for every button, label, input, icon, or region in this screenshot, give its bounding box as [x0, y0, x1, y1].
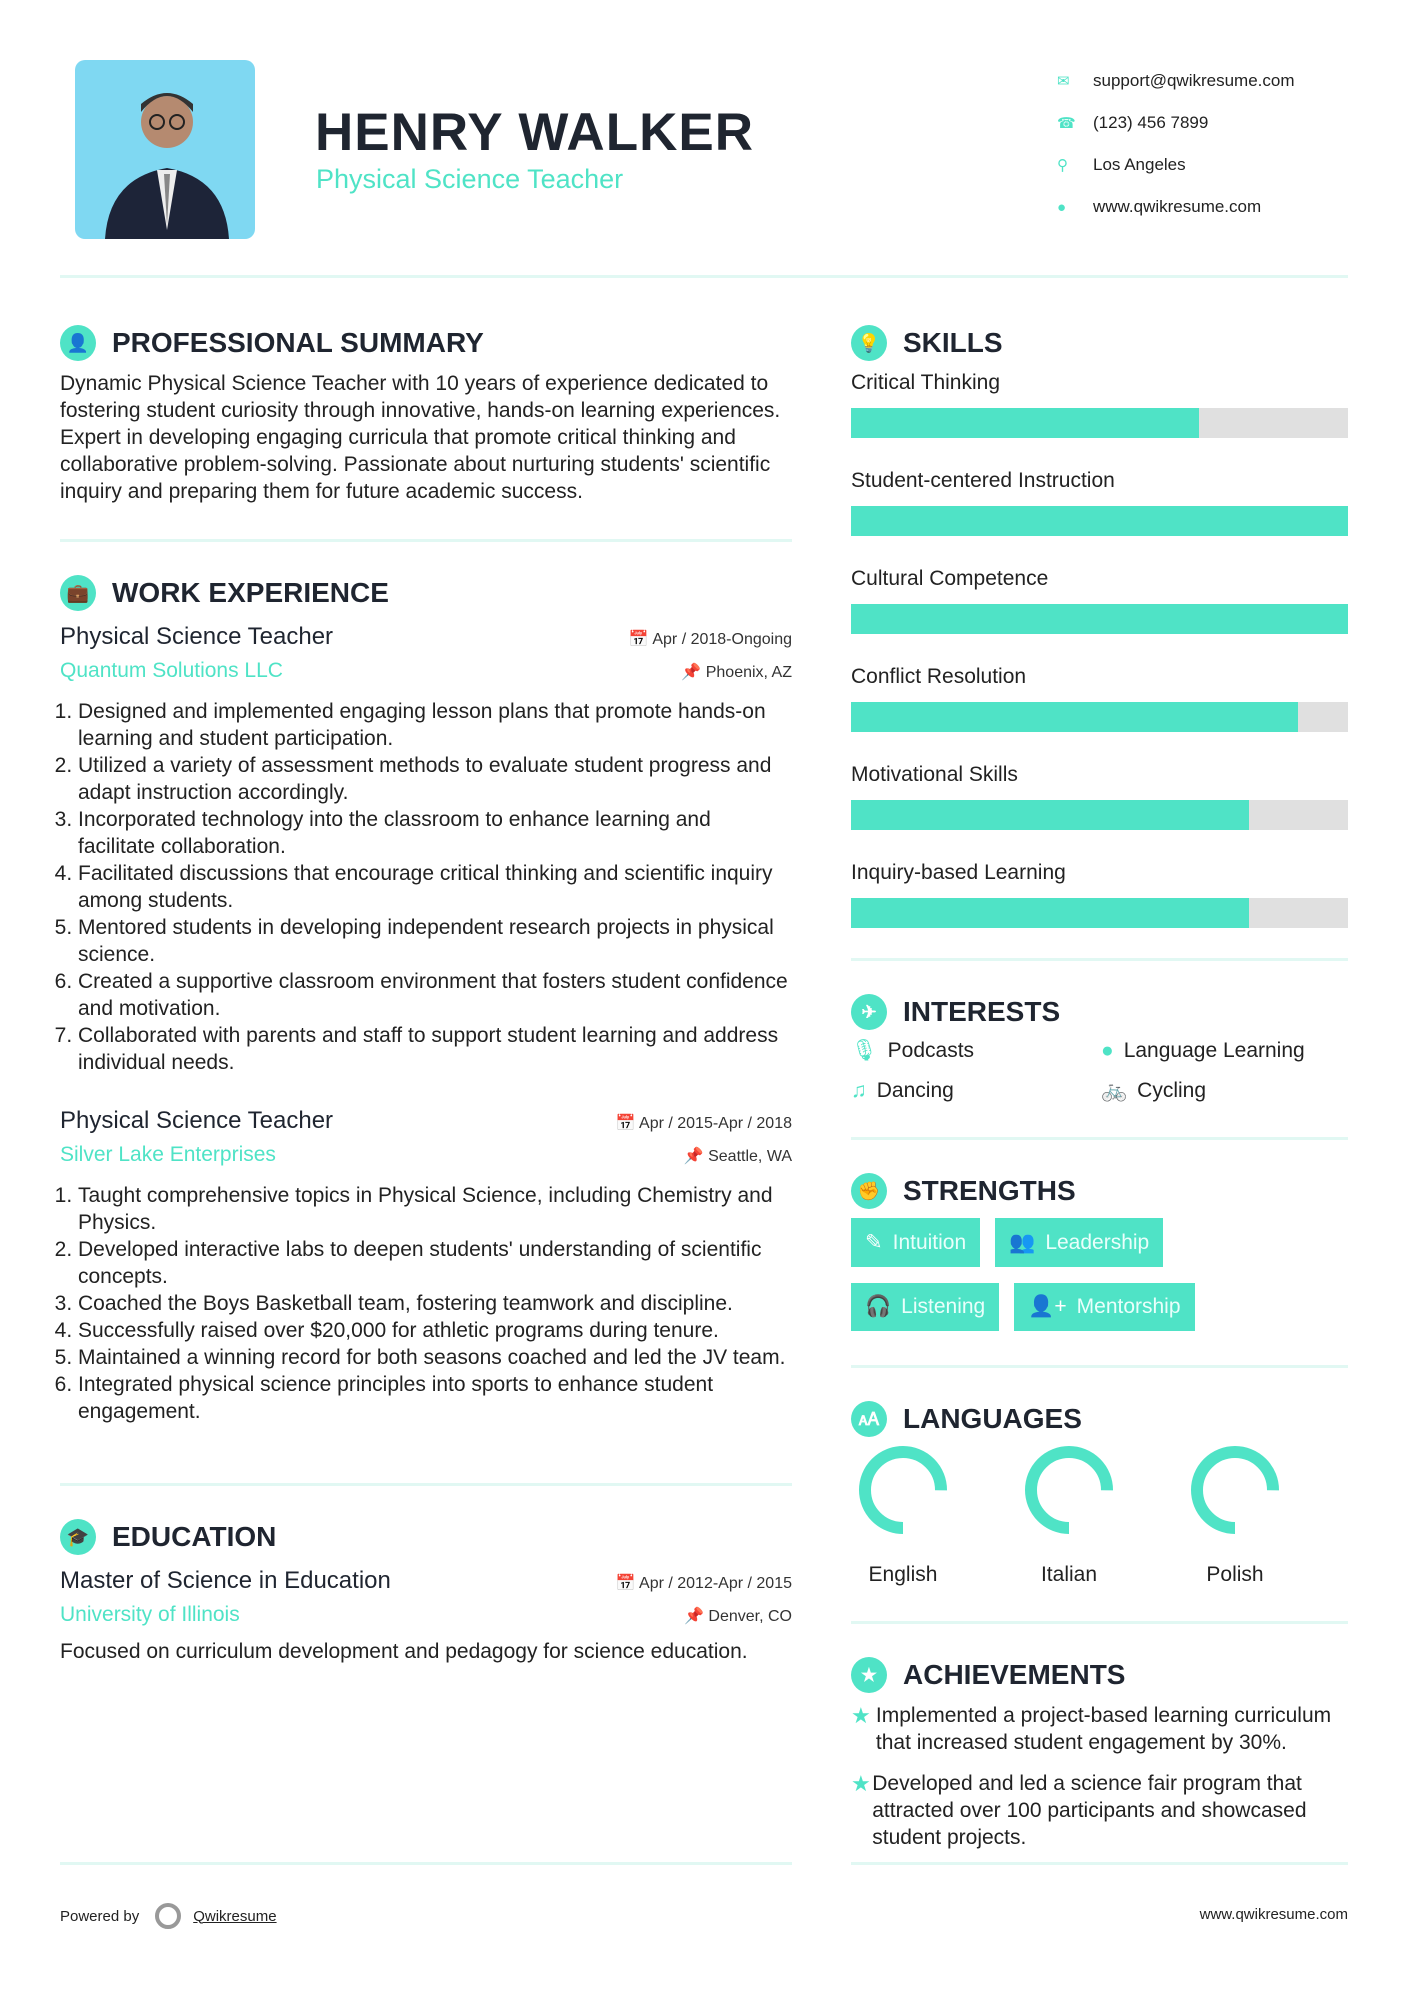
skill-bar-fill	[851, 604, 1348, 634]
skill-bar-fill	[851, 408, 1199, 438]
section-heading: SKILLS	[903, 327, 1003, 358]
star-badge-icon: ★	[851, 1657, 887, 1693]
strength-tag	[851, 1283, 999, 1331]
skill-item	[851, 860, 1348, 928]
duty-item: 3. Incorporated technology into the classroom to enhance learning and facilitate collaboration.	[78, 806, 792, 860]
website-text: www.qwikresume.com	[1093, 197, 1262, 216]
lightbulb-icon: 💡	[851, 325, 887, 361]
microphone-icon: 🎙	[851, 1039, 878, 1062]
duty-item: 6. Created a supportive classroom environment that fosters student confidence and motivation.	[78, 968, 792, 1022]
interest-label: Dancing	[876, 1079, 954, 1102]
strength-label: Intuition	[892, 1230, 967, 1254]
strength-tag	[1014, 1283, 1194, 1331]
strength-label: Mentorship	[1076, 1295, 1181, 1318]
star-icon: ★	[851, 1771, 871, 1796]
strength-tag	[995, 1218, 1163, 1267]
divider	[851, 1137, 1348, 1140]
interest-label: Podcasts	[887, 1039, 975, 1062]
bicycle-icon: 🚲	[1101, 1079, 1128, 1102]
skill-bar	[851, 898, 1348, 928]
job-location: Phoenix, AZ	[705, 664, 792, 681]
achievement-item	[851, 1702, 1348, 1756]
duty-item: 2. Utilized a variety of assessment methods to evaluate student progress and adapt instruction accordingly.	[78, 752, 792, 806]
job-company: Quantum Solutions LLC	[60, 659, 283, 682]
job-title: Physical Science Teacher	[60, 1107, 334, 1134]
music-note-icon: ♫	[851, 1079, 867, 1102]
skill-item	[851, 762, 1348, 830]
summary-text: Dynamic Physical Science Teacher with 10 years of experience dedicated to fostering student curiosity through innovative, hands-on learning experiences. Expert in developing engaging curricula that promote critical thinking and collaborative problem-solving. Passionate about nurturing students' scientific inquiry and preparing them for future academic success.	[60, 372, 781, 503]
section-heading: INTERESTS	[903, 996, 1061, 1027]
section-heading: PROFESSIONAL SUMMARY	[112, 327, 484, 358]
user-plus-icon: 👤+	[1028, 1295, 1067, 1318]
candidate-title: Physical Science Teacher	[316, 164, 624, 194]
qwikresume-logo-icon	[155, 1903, 181, 1929]
achievement-item	[851, 1770, 1348, 1851]
skill-bar	[851, 506, 1348, 536]
skill-item	[851, 566, 1348, 634]
duty-item: 1. Taught comprehensive topics in Physical Science, including Chemistry and Physics.	[78, 1182, 792, 1236]
duty-item: 7. Collaborated with parents and staff to support student learning and address individual needs.	[78, 1022, 792, 1076]
interest-item	[1101, 1039, 1351, 1063]
skill-name: Conflict Resolution	[851, 665, 1027, 688]
job-company: Silver Lake Enterprises	[60, 1143, 276, 1166]
work-experience-section	[60, 572, 792, 1425]
language-ring	[859, 1446, 947, 1534]
job-entry	[60, 620, 792, 1076]
skill-bar	[851, 702, 1348, 732]
duty-item: 6. Integrated physical science principles into sports to enhance student engagement.	[78, 1371, 792, 1425]
skill-name: Motivational Skills	[851, 763, 1018, 786]
strength-tag	[851, 1218, 980, 1267]
section-heading: ACHIEVEMENTS	[903, 1659, 1126, 1690]
language-name: Polish	[1206, 1563, 1264, 1586]
map-pin-icon: ⚲	[1057, 157, 1068, 174]
interest-label: Cycling	[1137, 1079, 1207, 1102]
skill-bar-fill	[851, 898, 1249, 928]
languages-section	[851, 1398, 1348, 1587]
location-text: Los Angeles	[1093, 155, 1186, 174]
resume-header	[60, 60, 1348, 240]
duty-item: 5. Maintained a winning record for both seasons coached and led the JV team.	[78, 1344, 792, 1371]
star-icon: ★	[851, 1703, 871, 1728]
section-heading: STRENGTHS	[903, 1175, 1076, 1206]
headphones-icon: 🎧	[865, 1295, 892, 1318]
duty-item: 1. Designed and implemented engaging lesson plans that promote hands-on learning and student participation.	[78, 698, 792, 752]
education-text: Focused on curriculum development and pedagogy for science education.	[60, 1640, 748, 1663]
pushpin-icon: 📌	[684, 1608, 709, 1625]
user-icon: 👤	[60, 325, 96, 361]
divider	[851, 1365, 1348, 1368]
phone-icon: ☎	[1057, 115, 1076, 132]
job-duties	[60, 698, 792, 1076]
briefcase-icon: 💼	[60, 575, 96, 611]
job-title: Physical Science Teacher	[60, 623, 334, 650]
job-duties	[60, 1182, 792, 1425]
education-section	[60, 1516, 792, 1665]
contact-location	[1057, 144, 1295, 186]
strength-label: Leadership	[1045, 1230, 1150, 1254]
duty-item: 3. Coached the Boys Basketball team, fostering teamwork and discipline.	[78, 1290, 792, 1317]
pushpin-icon: 📌	[683, 1148, 709, 1165]
duty-item: 4. Facilitated discussions that encourage critical thinking and scientific inquiry among students.	[78, 860, 792, 914]
powered-by-label: Powered by	[60, 1907, 140, 1925]
phone-text: (123) 456 7899	[1093, 113, 1209, 132]
contact-email[interactable]	[1057, 60, 1295, 102]
globe-icon: ●	[1057, 198, 1067, 216]
interest-item	[851, 1039, 1101, 1063]
language-item	[1025, 1446, 1113, 1587]
job-dates: Apr / 2015-Apr / 2018	[639, 1115, 792, 1132]
skill-bar	[851, 800, 1348, 830]
divider	[851, 1621, 1348, 1624]
calendar-icon: 📅	[628, 631, 653, 648]
language-item	[1191, 1446, 1279, 1587]
fist-icon: ✊	[851, 1173, 887, 1209]
contact-phone[interactable]	[1057, 102, 1295, 144]
language-name: Italian	[1040, 1563, 1098, 1586]
skills-section	[851, 322, 1348, 928]
interests-section	[851, 991, 1348, 1103]
skill-item	[851, 370, 1348, 438]
divider	[851, 1862, 1348, 1865]
section-heading: EDUCATION	[112, 1521, 277, 1552]
qwikresume-link[interactable]: Qwikresume	[193, 1907, 277, 1925]
graduation-icon: 🎓	[60, 1519, 96, 1555]
interest-item	[851, 1079, 1101, 1103]
footer-powered-by	[60, 1903, 277, 1929]
duty-item: 5. Mentored students in developing independent research projects in physical science.	[78, 914, 792, 968]
candidate-name: HENRY WALKER	[315, 103, 754, 162]
skill-item	[851, 468, 1348, 536]
skill-bar-fill	[851, 800, 1249, 830]
language-item	[859, 1446, 947, 1587]
education-location: Denver, CO	[708, 1608, 792, 1625]
divider	[851, 958, 1348, 961]
pushpin-icon: 📌	[681, 664, 706, 681]
paper-plane-icon: ✈	[851, 994, 887, 1030]
calendar-icon: 📅	[615, 1115, 640, 1132]
right-column	[851, 322, 1348, 1865]
section-heading: WORK EXPERIENCE	[112, 577, 389, 608]
skill-name: Inquiry-based Learning	[851, 861, 1066, 884]
contact-list	[1057, 60, 1295, 228]
skill-name: Cultural Competence	[851, 567, 1049, 590]
magic-wand-icon: ✎	[865, 1231, 883, 1254]
group-icon: 👥	[1009, 1230, 1036, 1254]
left-column	[60, 322, 792, 1665]
interest-item	[1101, 1079, 1351, 1103]
job-dates: Apr / 2018-Ongoing	[652, 631, 792, 648]
envelope-icon: ✉	[1057, 73, 1070, 90]
skill-bar	[851, 408, 1348, 438]
duty-item: 4. Successfully raised over $20,000 for athletic programs during tenure.	[78, 1317, 792, 1344]
skill-name: Critical Thinking	[851, 371, 1000, 394]
contact-website[interactable]	[1057, 186, 1295, 228]
email-text: support@qwikresume.com	[1093, 71, 1295, 90]
language-card-icon: 🗚	[851, 1401, 887, 1437]
skill-name: Student-centered Instruction	[851, 469, 1115, 492]
footer-website[interactable]: www.qwikresume.com	[1199, 1906, 1348, 1923]
skill-item	[851, 664, 1348, 732]
language-ring	[1191, 1446, 1279, 1534]
divider	[60, 1862, 792, 1865]
profile-photo	[75, 60, 255, 239]
header-divider	[60, 275, 1348, 278]
achievement-text: Implemented a project-based learning curriculum that increased student engagement by 30%.	[875, 1704, 1332, 1754]
job-location: Seattle, WA	[708, 1148, 792, 1165]
divider	[60, 1483, 792, 1486]
duty-item: 2. Developed interactive labs to deepen students' understanding of scientific concepts.	[78, 1236, 792, 1290]
language-name: English	[868, 1563, 938, 1586]
strengths-section	[851, 1170, 1348, 1331]
skill-bar	[851, 604, 1348, 634]
strength-label: Listening	[901, 1295, 986, 1318]
calendar-icon: 📅	[615, 1575, 640, 1592]
divider	[60, 539, 792, 542]
job-entry	[60, 1104, 792, 1425]
skill-bar-fill	[851, 506, 1348, 536]
language-ring	[1025, 1446, 1113, 1534]
skill-bar-fill	[851, 702, 1298, 732]
degree-title: Master of Science in Education	[60, 1567, 391, 1594]
section-heading: LANGUAGES	[903, 1403, 1082, 1434]
professional-summary-section	[60, 322, 792, 505]
achievement-text: Developed and led a science fair program that attracted over 100 participants and showcased student projects.	[872, 1772, 1307, 1849]
achievements-section	[851, 1654, 1348, 1851]
globe-icon: ●	[1101, 1039, 1114, 1062]
school-name: University of Illinois	[60, 1603, 240, 1626]
education-dates: Apr / 2012-Apr / 2015	[639, 1575, 792, 1592]
interest-label: Language Learning	[1123, 1039, 1305, 1062]
